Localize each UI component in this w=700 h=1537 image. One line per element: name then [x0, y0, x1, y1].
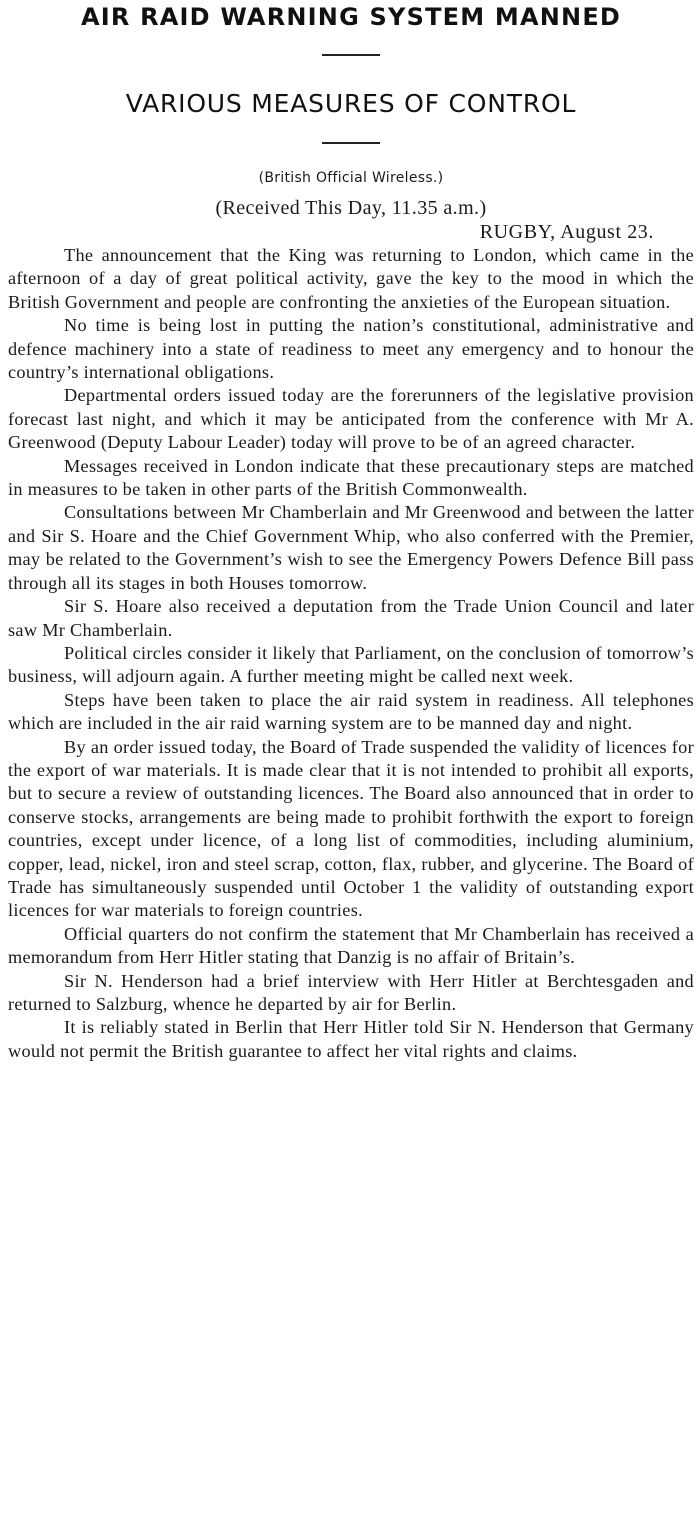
- dateline: RUGBY, August 23.: [479, 221, 654, 243]
- paragraph: Messages received in London indicate that these precautionary steps are matched in measures to be taken in other parts of the British Commonwealth.: [8, 455, 694, 500]
- paragraph: Consultations between Mr Chamberlain and Mr Greenwood and between the latter and Sir S. Hoare and the Chief Government Whip, who also conferred with the Premier, may be related to the Government’s wish to see the Emergency Powers Defence Bill pass through all its stages in both Houses tomorrow.: [8, 502, 694, 593]
- paragraph: It is reliably stated in Berlin that Herr Hitler told Sir N. Henderson that Germany would not permit the British guarantee to affect her vital rights and claims.: [8, 1017, 694, 1061]
- paragraph: Departmental orders issued today are the forerunners of the legislative provision forecast last night, and which it may be anticipated from the conference with Mr A. Greenwood (Deputy Labour Leader) today will prove to be of an agreed character.: [8, 385, 694, 453]
- subheadline: VARIOUS MEASURES OF CONTROL: [125, 89, 577, 118]
- paragraph: Official quarters do not confirm the statement that Mr Chamberlain has received a memorandum from Herr Hitler stating that Danzig is no affair of Britain’s.: [8, 923, 694, 968]
- article-body: [8, 244, 694, 1063]
- subheadline-divider: [322, 142, 380, 144]
- paragraph: Sir N. Henderson had a brief interview with Herr Hitler at Berchtesgaden and returned to Salzburg, whence he departed by air for Berlin.: [8, 970, 694, 1014]
- received-time: (Received This Day, 11.35 a.m.): [215, 197, 487, 219]
- source-credit: (British Official Wireless.): [258, 170, 444, 186]
- paragraph: By an order issued today, the Board of Trade suspended the validity of licences for the export of war materials. It is made clear that it is not intended to prohibit all exports, but to secure a review of outstanding licences. The Board also announced that in order to conserve stocks, arrangements are being made to prohibit forthwith the export to foreign countries, except under licence, of a long list of commodities, including aluminium, copper, lead, nickel, iron and steel scrap, cotton, flax, rubber, and glycerine. The Board of Trade has simultaneously suspended until October 1 the validity of outstanding export licences for war materials to foreign countries.: [8, 736, 694, 921]
- paragraph: No time is being lost in putting the nation’s constitutional, administrative and defence machinery into a state of readiness to meet any emergency and to honour the country’s international obligations.: [8, 315, 694, 383]
- headline-divider: [322, 54, 380, 56]
- paragraph: Political circles consider it likely that Parliament, on the conclusion of tomorrow’s business, will adjourn again. A further meeting might be called next week.: [8, 642, 694, 687]
- paragraph: Sir S. Hoare also received a deputation from the Trade Union Council and later saw Mr Chamberlain.: [8, 596, 694, 640]
- paragraph: The announcement that the King was returning to London, which came in the afternoon of a day of great political activity, gave the key to the mood in which the British Government and people are confronting the anxieties of the European situation.: [8, 245, 694, 312]
- paragraph: Steps have been taken to place the air raid system in readiness. All telephones which are included in the air raid warning system are to be manned day and night.: [8, 689, 694, 734]
- headline: AIR RAID WARNING SYSTEM MANNED: [80, 3, 622, 31]
